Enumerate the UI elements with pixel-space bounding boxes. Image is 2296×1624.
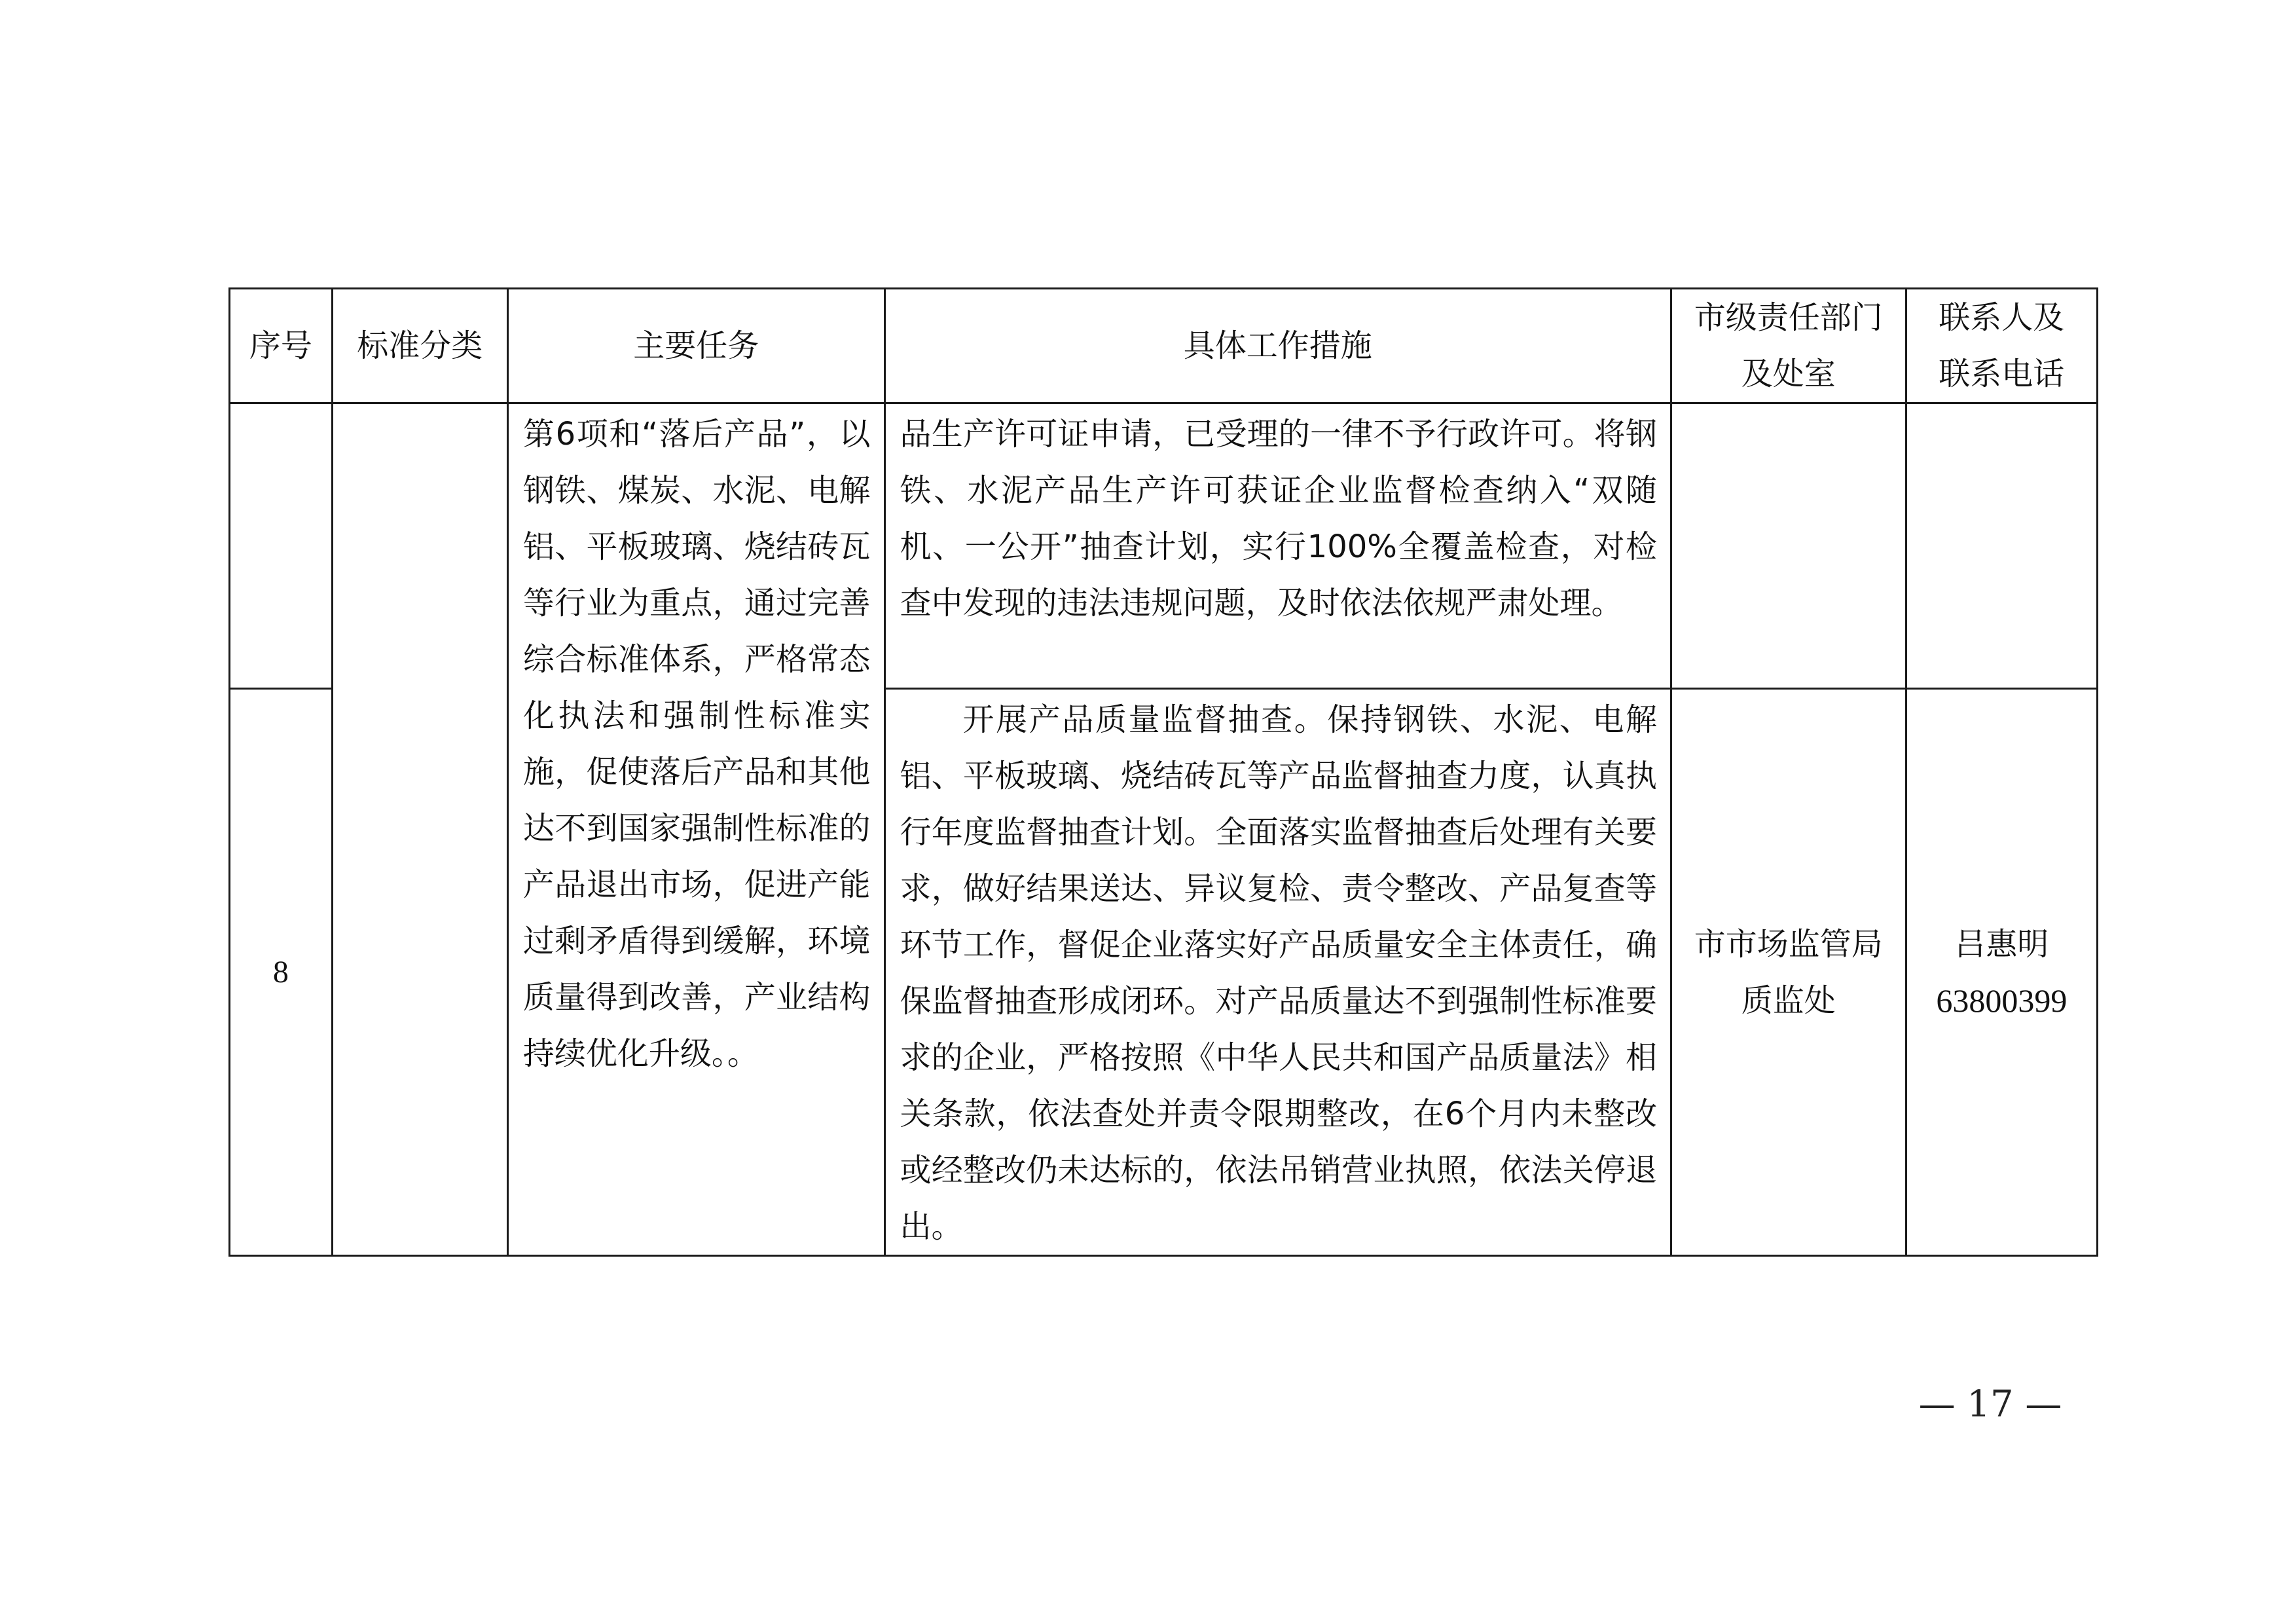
seq-cell: 8 xyxy=(230,689,333,1256)
header-department xyxy=(1671,289,1906,403)
header-contact-line2: 联系电话 xyxy=(1939,356,2065,392)
table-header-row xyxy=(230,289,2098,403)
department-name: 市市场监管局 xyxy=(1694,925,1883,963)
department-office: 质监处 xyxy=(1741,982,1836,1019)
header-department-line1: 市级责任部门 xyxy=(1694,299,1883,336)
seq-cell xyxy=(230,403,333,689)
header-department-line2: 及处室 xyxy=(1741,356,1836,392)
department-cell xyxy=(1671,689,1906,1256)
header-contact-line1: 联系人及 xyxy=(1939,299,2065,336)
header-measures: 具体工作措施 xyxy=(884,289,1671,403)
header-seq: 序号 xyxy=(230,289,333,403)
category-cell xyxy=(332,403,507,1256)
header-task: 主要任务 xyxy=(507,289,884,403)
contact-name: 吕惠明 xyxy=(1954,925,2049,963)
measure-cell xyxy=(884,689,1671,1256)
table-row xyxy=(230,403,2098,689)
measure-cell-continued: 品生产许可证申请，已受理的一律不予行政许可。将钢铁、水泥产品生产许可获证企业监督检查纳入“双随机、一公开”抽查计划，实行100%全覆盖检查，对检查中发现的违法违规问题，及时依法依规严肃处理。 xyxy=(884,403,1671,689)
header-category: 标准分类 xyxy=(332,289,507,403)
contact-cell xyxy=(1906,689,2097,1256)
header-contact xyxy=(1906,289,2097,403)
measure-text: 开展产品质量监督抽查。保持钢铁、水泥、电解铝、平板玻璃、烧结砖瓦等产品监督抽查力度，认真执行年度监督抽查计划。全面落实监督抽查后处理有关要求，做好结果送达、异议复检、责令整改、产品复查等环节工作，督促企业落实好产品质量安全主体责任，确保监督抽查形成闭环。对产品质量达不到强制性标准要求的企业，严格按照《中华人民共和国产品质量法》相关条款，依法查处并责令限期整改，在6个月内未整改或经整改仍未达标的，依法吊销营业执照，依法关停退出。 xyxy=(900,701,1657,1245)
page-number: — 17 — xyxy=(1918,1383,2062,1426)
department-cell xyxy=(1671,403,1906,689)
contact-phone: 63800399 xyxy=(1936,982,2068,1019)
contact-cell xyxy=(1906,403,2097,689)
task-cell: 第6项和“落后产品”，以钢铁、煤炭、水泥、电解铝、平板玻璃、烧结砖瓦等行业为重点，通过完善综合标准体系，严格常态化执法和强制性标准实施，促使落后产品和其他达不到国家强制性标准的产品退出市场，促进产能过剩矛盾得到缓解，环境质量得到改善，产业结构持续优化升级。。 xyxy=(507,403,884,1256)
work-measures-table xyxy=(228,287,2098,1257)
